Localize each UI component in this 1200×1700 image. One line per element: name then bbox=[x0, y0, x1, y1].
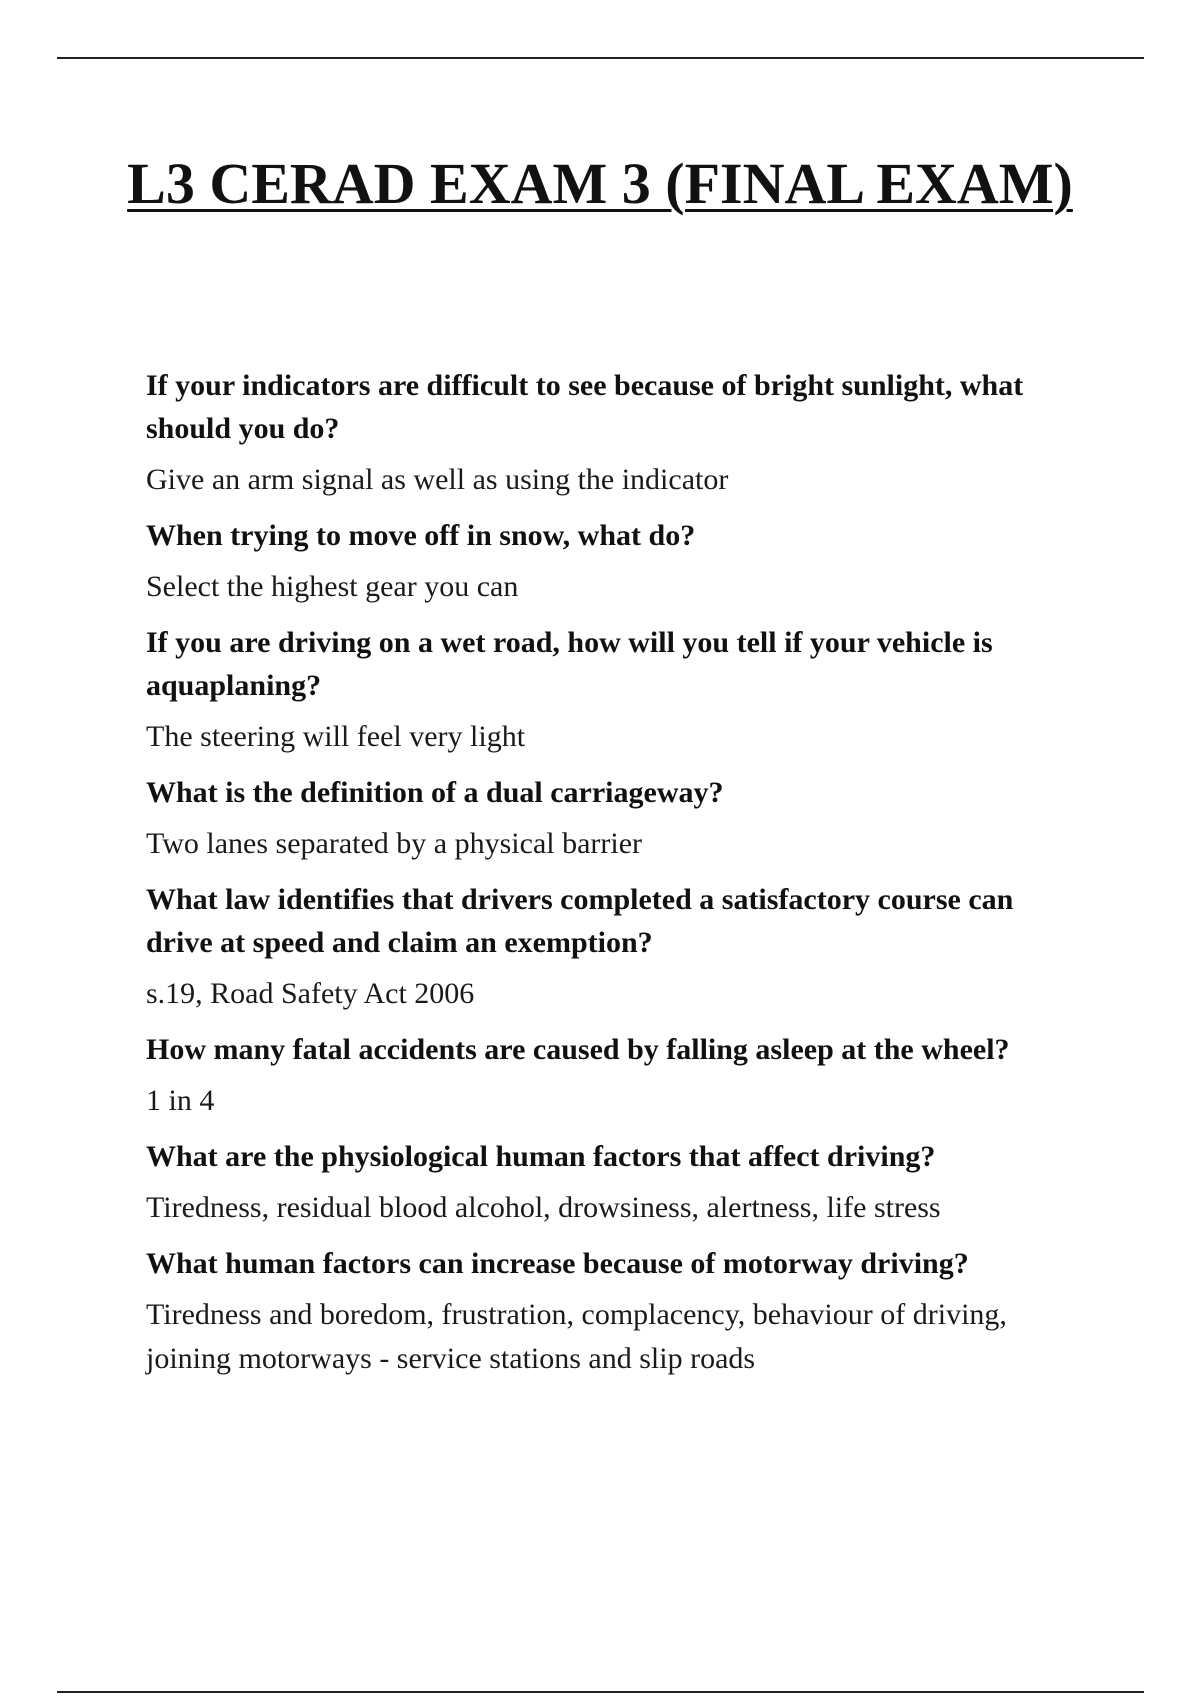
page-title-text: L3 CERAD EXAM 3 (FINAL EXAM) bbox=[127, 151, 1073, 216]
qa-item bbox=[146, 514, 1046, 609]
answer-text: 1 in 4 bbox=[146, 1084, 215, 1117]
qa-item bbox=[146, 1028, 1046, 1123]
qa-item bbox=[146, 1242, 1046, 1381]
answer-text: s.19, Road Safety Act 2006 bbox=[146, 977, 475, 1010]
qa-item bbox=[146, 771, 1046, 866]
question-text: What human factors can increase because of motorway driving? bbox=[146, 1247, 969, 1280]
qa-list bbox=[146, 364, 1046, 1393]
answer-text: The steering will feel very light bbox=[146, 720, 526, 753]
bottom-rule bbox=[57, 1691, 1144, 1693]
question-text: How many fatal accidents are caused by falling asleep at the wheel? bbox=[146, 1033, 1010, 1066]
answer-text: Tiredness and boredom, frustration, complacency, behaviour of driving, joining motorways - service stations and slip roads bbox=[146, 1298, 1007, 1375]
top-rule bbox=[57, 57, 1144, 59]
question-text: What is the definition of a dual carriageway? bbox=[146, 776, 724, 809]
answer-text: Give an arm signal as well as using the indicator bbox=[146, 463, 729, 496]
question-text: If you are driving on a wet road, how will you tell if your vehicle is aquaplaning? bbox=[146, 626, 993, 702]
question-text: What law identifies that drivers completed a satisfactory course can drive at speed and claim an exemption? bbox=[146, 883, 1014, 959]
qa-item bbox=[146, 364, 1046, 502]
answer-text: Tiredness, residual blood alcohol, drowsiness, alertness, life stress bbox=[146, 1191, 941, 1224]
answer-text: Two lanes separated by a physical barrier bbox=[146, 827, 643, 860]
page-title bbox=[0, 145, 1200, 223]
answer-text: Select the highest gear you can bbox=[146, 570, 519, 603]
question-text: If your indicators are difficult to see because of bright sunlight, what should you do? bbox=[146, 369, 1024, 445]
qa-item bbox=[146, 1135, 1046, 1230]
qa-item bbox=[146, 621, 1046, 759]
question-text: When trying to move off in snow, what do? bbox=[146, 519, 696, 552]
question-text: What are the physiological human factors that affect driving? bbox=[146, 1140, 936, 1173]
qa-item bbox=[146, 878, 1046, 1016]
